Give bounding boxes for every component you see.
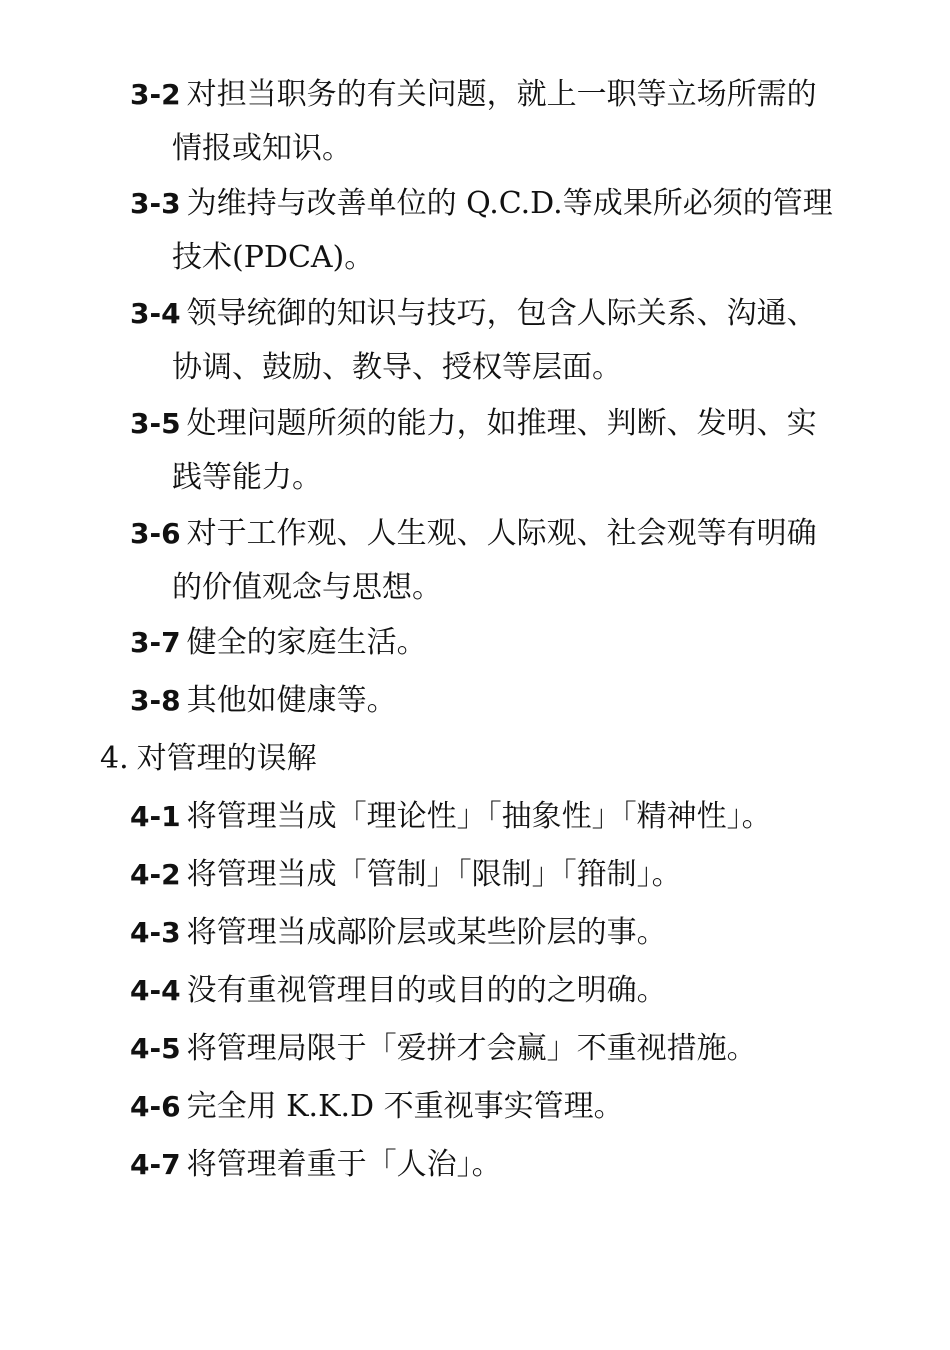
item-text-line1: 领导统御的知识与技巧，包含人际关系、沟通、 xyxy=(186,296,817,331)
item-number: 3-2 xyxy=(130,78,181,111)
list-item-3-7 xyxy=(130,616,840,670)
item-number: 3-7 xyxy=(130,626,181,659)
item-number: 4-2 xyxy=(130,858,181,891)
list-item-4-4 xyxy=(130,964,840,1018)
item-text: 将管理当成「管制」「限制」「箝制」。 xyxy=(186,857,682,892)
item-text-line1: 对于工作观、人生观、人际观、社会观等有明确 xyxy=(186,516,817,551)
item-text: 健全的家庭生活。 xyxy=(186,625,427,660)
item-text: 将管理当成鄗阶层或某些阶层的事。 xyxy=(186,915,667,950)
heading-number: 4. xyxy=(100,741,129,776)
item-text: 将管理局限于「爱拼才会赢」不重视措施。 xyxy=(186,1031,757,1066)
item-text: 其他如健康等。 xyxy=(186,683,397,718)
item-text: 完全用 K.K.D 不重视事实管理。 xyxy=(186,1089,624,1124)
list-item-3-8 xyxy=(130,674,840,728)
list-item-3-2 xyxy=(130,68,840,176)
list-item-4-3 xyxy=(130,906,840,960)
list-item-4-7 xyxy=(130,1138,840,1192)
list-item-4-6 xyxy=(130,1080,840,1134)
item-text-line2: 情报或知识。 xyxy=(172,131,352,166)
item-text-line2: 技术(PDCA)。 xyxy=(172,240,375,275)
list-item-3-5 xyxy=(130,397,840,505)
section-heading-4 xyxy=(100,732,317,786)
item-number: 4-3 xyxy=(130,916,181,949)
item-number: 4-7 xyxy=(130,1148,181,1181)
list-item-3-6 xyxy=(130,507,840,615)
item-text: 将管理着重于「人治」。 xyxy=(186,1147,502,1182)
item-text-line1: 对担当职务的有关问题，就上一职等立场所需的 xyxy=(186,77,817,112)
item-number: 3-6 xyxy=(130,517,181,550)
item-number: 4-1 xyxy=(130,800,181,833)
item-number: 4-6 xyxy=(130,1090,181,1123)
item-number: 4-5 xyxy=(130,1032,181,1065)
heading-text: 对管理的误解 xyxy=(136,741,317,776)
item-text-line1: 为维持与改善单位的 Q.C.D.等成果所必须的管理 xyxy=(186,186,833,221)
item-number: 3-8 xyxy=(130,684,181,717)
item-text-line2: 践等能力。 xyxy=(172,460,322,495)
item-number: 3-3 xyxy=(130,187,181,220)
item-text-line1: 处理问题所须的能力，如推理、判断、发明、实 xyxy=(186,406,817,441)
list-item-3-4 xyxy=(130,287,840,395)
item-text: 没有重视管理目的或目的的之明确。 xyxy=(186,973,667,1008)
item-number: 4-4 xyxy=(130,974,181,1007)
item-text-line2: 的价值观念与思想。 xyxy=(172,570,442,605)
item-text-line2: 协调、鼓励、教导、授权等层面。 xyxy=(172,350,622,385)
item-number: 3-4 xyxy=(130,297,181,330)
list-item-4-2 xyxy=(130,848,840,902)
list-item-4-1 xyxy=(130,790,840,844)
list-item-4-5 xyxy=(130,1022,840,1076)
item-text: 将管理当成「理论性」「抽象性」「精神性」。 xyxy=(186,799,772,834)
item-number: 3-5 xyxy=(130,407,181,440)
list-item-3-3 xyxy=(130,177,840,285)
